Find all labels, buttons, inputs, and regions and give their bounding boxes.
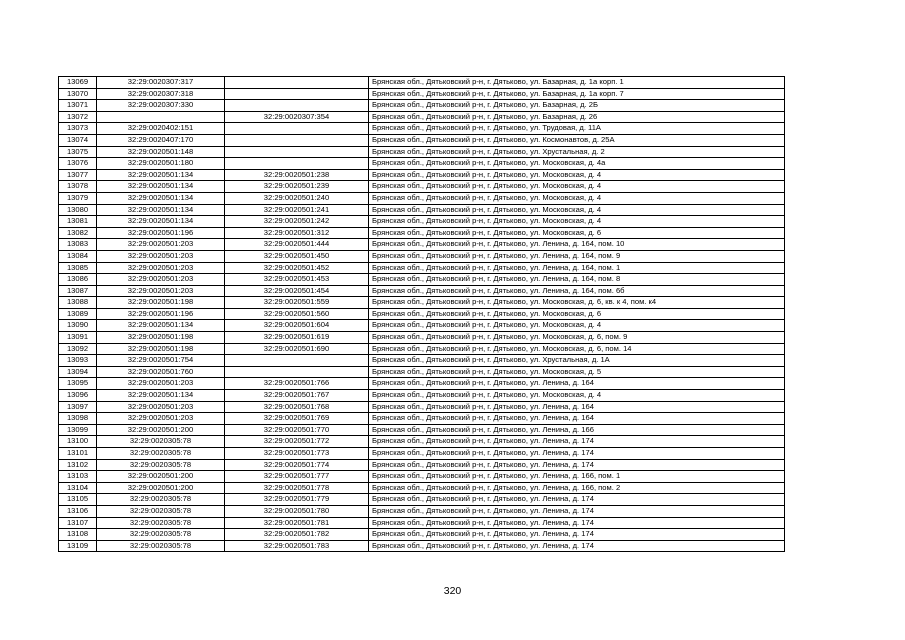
address-cell: Брянская обл., Дятьковский р-н, г. Дятьково, ул. Московская, д. 6 <box>369 227 785 239</box>
cadastral-number-cell: 32:29:0020501:754 <box>97 355 225 367</box>
table-row <box>59 227 785 239</box>
address-cell: Брянская обл., Дятьковский р-н, г. Дятьково, ул. Ленина, д. 164 <box>369 378 785 390</box>
table-row <box>59 158 785 170</box>
related-cadastral-number-cell: 32:29:0020501:766 <box>225 378 369 390</box>
row-number-cell: 13104 <box>59 482 97 494</box>
related-cadastral-number-cell: 32:29:0020501:452 <box>225 262 369 274</box>
related-cadastral-number-cell: 32:29:0020501:619 <box>225 332 369 344</box>
row-number-cell: 13073 <box>59 123 97 135</box>
address-cell: Брянская обл., Дятьковский р-н, г. Дятьково, ул. Ленина, д. 174 <box>369 459 785 471</box>
table-row <box>59 494 785 506</box>
cadastral-number-cell: 32:29:0020501:203 <box>97 262 225 274</box>
cadastral-number-cell: 32:29:0020501:148 <box>97 146 225 158</box>
cadastral-number-cell: 32:29:0020501:198 <box>97 332 225 344</box>
row-number-cell: 13083 <box>59 239 97 251</box>
row-number-cell: 13089 <box>59 308 97 320</box>
related-cadastral-number-cell: 32:29:0020501:454 <box>225 285 369 297</box>
table-row <box>59 274 785 286</box>
cadastral-number-cell: 32:29:0020407:170 <box>97 134 225 146</box>
address-cell: Брянская обл., Дятьковский р-н, г. Дятьково, ул. Ленина, д. 164 <box>369 401 785 413</box>
row-number-cell: 13088 <box>59 297 97 309</box>
registry-table-body <box>59 77 785 552</box>
row-number-cell: 13106 <box>59 505 97 517</box>
cadastral-number-cell: 32:29:0020402:151 <box>97 123 225 135</box>
address-cell: Брянская обл., Дятьковский р-н, г. Дятьково, ул. Московская, д. 6, кв. к 4, пом. к4 <box>369 297 785 309</box>
table-row <box>59 100 785 112</box>
related-cadastral-number-cell <box>225 134 369 146</box>
address-cell: Брянская обл., Дятьковский р-н, г. Дятьково, ул. Базарная, д. 1а корп. 1 <box>369 77 785 89</box>
related-cadastral-number-cell: 32:29:0020501:772 <box>225 436 369 448</box>
row-number-cell: 13097 <box>59 401 97 413</box>
related-cadastral-number-cell: 32:29:0020501:312 <box>225 227 369 239</box>
cadastral-number-cell: 32:29:0020501:200 <box>97 482 225 494</box>
row-number-cell: 13107 <box>59 517 97 529</box>
table-row <box>59 169 785 181</box>
related-cadastral-number-cell: 32:29:0020501:444 <box>225 239 369 251</box>
table-row <box>59 448 785 460</box>
row-number-cell: 13087 <box>59 285 97 297</box>
related-cadastral-number-cell: 32:29:0020501:780 <box>225 505 369 517</box>
row-number-cell: 13099 <box>59 424 97 436</box>
table-row <box>59 123 785 135</box>
cadastral-number-cell: 32:29:0020501:134 <box>97 320 225 332</box>
cadastral-number-cell: 32:29:0020501:203 <box>97 274 225 286</box>
row-number-cell: 13080 <box>59 204 97 216</box>
row-number-cell: 13079 <box>59 192 97 204</box>
cadastral-number-cell: 32:29:0020307:330 <box>97 100 225 112</box>
cadastral-number-cell: 32:29:0020501:196 <box>97 308 225 320</box>
related-cadastral-number-cell: 32:29:0020501:781 <box>225 517 369 529</box>
address-cell: Брянская обл., Дятьковский р-н, г. Дятьково, ул. Ленина, д. 164, пом. 6б <box>369 285 785 297</box>
table-row <box>59 540 785 552</box>
cadastral-number-cell: 32:29:0020501:203 <box>97 239 225 251</box>
row-number-cell: 13095 <box>59 378 97 390</box>
related-cadastral-number-cell: 32:29:0020501:783 <box>225 540 369 552</box>
address-cell: Брянская обл., Дятьковский р-н, г. Дятьково, ул. Хрустальная, д. 2 <box>369 146 785 158</box>
cadastral-number-cell: 32:29:0020501:200 <box>97 471 225 483</box>
cadastral-number-cell: 32:29:0020501:760 <box>97 366 225 378</box>
row-number-cell: 13070 <box>59 88 97 100</box>
address-cell: Брянская обл., Дятьковский р-н, г. Дятьково, ул. Ленина, д. 174 <box>369 529 785 541</box>
cadastral-number-cell: 32:29:0020305:78 <box>97 540 225 552</box>
address-cell: Брянская обл., Дятьковский р-н, г. Дятьково, ул. Ленина, д. 174 <box>369 517 785 529</box>
address-cell: Брянская обл., Дятьковский р-н, г. Дятьково, ул. Ленина, д. 174 <box>369 540 785 552</box>
table-row <box>59 459 785 471</box>
related-cadastral-number-cell: 32:29:0020501:690 <box>225 343 369 355</box>
table-row <box>59 134 785 146</box>
related-cadastral-number-cell: 32:29:0020501:774 <box>225 459 369 471</box>
address-cell: Брянская обл., Дятьковский р-н, г. Дятьково, ул. Ленина, д. 164, пом. 1 <box>369 262 785 274</box>
cadastral-number-cell: 32:29:0020501:134 <box>97 204 225 216</box>
row-number-cell: 13072 <box>59 111 97 123</box>
address-cell: Брянская обл., Дятьковский р-н, г. Дятьково, ул. Московская, д. 6, пом. 9 <box>369 332 785 344</box>
row-number-cell: 13082 <box>59 227 97 239</box>
address-cell: Брянская обл., Дятьковский р-н, г. Дятьково, ул. Московская, д. 4 <box>369 169 785 181</box>
related-cadastral-number-cell: 32:29:0020501:560 <box>225 308 369 320</box>
address-cell: Брянская обл., Дятьковский р-н, г. Дятьково, ул. Московская, д. 4 <box>369 192 785 204</box>
row-number-cell: 13108 <box>59 529 97 541</box>
table-row <box>59 192 785 204</box>
related-cadastral-number-cell <box>225 158 369 170</box>
address-cell: Брянская обл., Дятьковский р-н, г. Дятьково, ул. Московская, д. 4 <box>369 390 785 402</box>
row-number-cell: 13071 <box>59 100 97 112</box>
related-cadastral-number-cell: 32:29:0020501:769 <box>225 413 369 425</box>
address-cell: Брянская обл., Дятьковский р-н, г. Дятьково, ул. Трудовая, д. 11А <box>369 123 785 135</box>
address-cell: Брянская обл., Дятьковский р-н, г. Дятьково, ул. Базарная, д. 2Б <box>369 100 785 112</box>
cadastral-number-cell: 32:29:0020501:198 <box>97 297 225 309</box>
address-cell: Брянская обл., Дятьковский р-н, г. Дятьково, ул. Ленина, д. 174 <box>369 448 785 460</box>
row-number-cell: 13101 <box>59 448 97 460</box>
table-row <box>59 343 785 355</box>
related-cadastral-number-cell: 32:29:0020501:778 <box>225 482 369 494</box>
address-cell: Брянская обл., Дятьковский р-н, г. Дятьково, ул. Ленина, д. 164 <box>369 413 785 425</box>
row-number-cell: 13102 <box>59 459 97 471</box>
related-cadastral-number-cell: 32:29:0020501:767 <box>225 390 369 402</box>
table-row <box>59 505 785 517</box>
row-number-cell: 13093 <box>59 355 97 367</box>
row-number-cell: 13077 <box>59 169 97 181</box>
table-row <box>59 378 785 390</box>
cadastral-number-cell: 32:29:0020305:78 <box>97 459 225 471</box>
cadastral-number-cell: 32:29:0020501:203 <box>97 250 225 262</box>
table-row <box>59 262 785 274</box>
cadastral-number-cell: 32:29:0020501:203 <box>97 378 225 390</box>
related-cadastral-number-cell <box>225 88 369 100</box>
table-row <box>59 181 785 193</box>
cadastral-number-cell: 32:29:0020501:198 <box>97 343 225 355</box>
related-cadastral-number-cell: 32:29:0020501:242 <box>225 216 369 228</box>
table-row <box>59 239 785 251</box>
table-row <box>59 401 785 413</box>
related-cadastral-number-cell <box>225 77 369 89</box>
address-cell: Брянская обл., Дятьковский р-н, г. Дятьково, ул. Базарная, д. 26 <box>369 111 785 123</box>
cadastral-number-cell: 32:29:0020307:317 <box>97 77 225 89</box>
related-cadastral-number-cell <box>225 123 369 135</box>
related-cadastral-number-cell: 32:29:0020501:453 <box>225 274 369 286</box>
cadastral-number-cell: 32:29:0020305:78 <box>97 448 225 460</box>
related-cadastral-number-cell: 32:29:0020501:768 <box>225 401 369 413</box>
cadastral-number-cell: 32:29:0020501:134 <box>97 169 225 181</box>
address-cell: Брянская обл., Дятьковский р-н, г. Дятьково, ул. Ленина, д. 164, пом. 10 <box>369 239 785 251</box>
related-cadastral-number-cell <box>225 100 369 112</box>
related-cadastral-number-cell: 32:29:0020501:238 <box>225 169 369 181</box>
table-row <box>59 88 785 100</box>
related-cadastral-number-cell: 32:29:0020501:604 <box>225 320 369 332</box>
cadastral-number-cell: 32:29:0020501:203 <box>97 401 225 413</box>
page-number: 320 <box>443 585 462 597</box>
address-cell: Брянская обл., Дятьковский р-н, г. Дятьково, ул. Ленина, д. 174 <box>369 505 785 517</box>
cadastral-number-cell: 32:29:0020305:78 <box>97 529 225 541</box>
registry-table <box>58 76 785 552</box>
row-number-cell: 13109 <box>59 540 97 552</box>
related-cadastral-number-cell: 32:29:0020501:559 <box>225 297 369 309</box>
cadastral-number-cell: 32:29:0020501:134 <box>97 216 225 228</box>
related-cadastral-number-cell: 32:29:0020501:773 <box>225 448 369 460</box>
row-number-cell: 13091 <box>59 332 97 344</box>
related-cadastral-number-cell: 32:29:0020501:241 <box>225 204 369 216</box>
table-row <box>59 332 785 344</box>
address-cell: Брянская обл., Дятьковский р-н, г. Дятьково, ул. Базарная, д. 1а корп. 7 <box>369 88 785 100</box>
cadastral-number-cell: 32:29:0020305:78 <box>97 517 225 529</box>
cadastral-number-cell: 32:29:0020307:318 <box>97 88 225 100</box>
table-row <box>59 308 785 320</box>
table-row <box>59 285 785 297</box>
row-number-cell: 13078 <box>59 181 97 193</box>
table-row <box>59 297 785 309</box>
cadastral-number-cell: 32:29:0020305:78 <box>97 505 225 517</box>
row-number-cell: 13096 <box>59 390 97 402</box>
cadastral-number-cell: 32:29:0020501:200 <box>97 424 225 436</box>
table-row <box>59 436 785 448</box>
table-row <box>59 216 785 228</box>
related-cadastral-number-cell: 32:29:0020501:782 <box>225 529 369 541</box>
row-number-cell: 13084 <box>59 250 97 262</box>
address-cell: Брянская обл., Дятьковский р-н, г. Дятьково, ул. Ленина, д. 174 <box>369 436 785 448</box>
table-row <box>59 471 785 483</box>
row-number-cell: 13081 <box>59 216 97 228</box>
table-row <box>59 482 785 494</box>
row-number-cell: 13085 <box>59 262 97 274</box>
address-cell: Брянская обл., Дятьковский р-н, г. Дятьково, ул. Ленина, д. 166, пом. 1 <box>369 471 785 483</box>
related-cadastral-number-cell: 32:29:0020501:239 <box>225 181 369 193</box>
row-number-cell: 13103 <box>59 471 97 483</box>
table-row <box>59 413 785 425</box>
address-cell: Брянская обл., Дятьковский р-н, г. Дятьково, ул. Космонавтов, д. 25А <box>369 134 785 146</box>
related-cadastral-number-cell: 32:29:0020501:777 <box>225 471 369 483</box>
address-cell: Брянская обл., Дятьковский р-н, г. Дятьково, ул. Ленина, д. 164, пом. 9 <box>369 250 785 262</box>
table-row <box>59 390 785 402</box>
cadastral-number-cell: 32:29:0020501:180 <box>97 158 225 170</box>
related-cadastral-number-cell <box>225 355 369 367</box>
table-row <box>59 250 785 262</box>
related-cadastral-number-cell: 32:29:0020501:779 <box>225 494 369 506</box>
address-cell: Брянская обл., Дятьковский р-н, г. Дятьково, ул. Ленина, д. 166, пом. 2 <box>369 482 785 494</box>
address-cell: Брянская обл., Дятьковский р-н, г. Дятьково, ул. Ленина, д. 174 <box>369 494 785 506</box>
table-row <box>59 529 785 541</box>
cadastral-number-cell: 32:29:0020501:134 <box>97 192 225 204</box>
row-number-cell: 13105 <box>59 494 97 506</box>
cadastral-number-cell <box>97 111 225 123</box>
cadastral-number-cell: 32:29:0020305:78 <box>97 494 225 506</box>
address-cell: Брянская обл., Дятьковский р-н, г. Дятьково, ул. Ленина, д. 164, пом. 8 <box>369 274 785 286</box>
table-row <box>59 517 785 529</box>
related-cadastral-number-cell <box>225 146 369 158</box>
table-row <box>59 111 785 123</box>
address-cell: Брянская обл., Дятьковский р-н, г. Дятьково, ул. Московская, д. 4 <box>369 216 785 228</box>
row-number-cell: 13098 <box>59 413 97 425</box>
row-number-cell: 13094 <box>59 366 97 378</box>
table-row <box>59 77 785 89</box>
table-row <box>59 204 785 216</box>
row-number-cell: 13100 <box>59 436 97 448</box>
cadastral-number-cell: 32:29:0020501:196 <box>97 227 225 239</box>
address-cell: Брянская обл., Дятьковский р-н, г. Дятьково, ул. Московская, д. 4а <box>369 158 785 170</box>
row-number-cell: 13092 <box>59 343 97 355</box>
row-number-cell: 13075 <box>59 146 97 158</box>
row-number-cell: 13069 <box>59 77 97 89</box>
cadastral-number-cell: 32:29:0020501:134 <box>97 390 225 402</box>
table-row <box>59 366 785 378</box>
table-row <box>59 320 785 332</box>
related-cadastral-number-cell: 32:29:0020501:240 <box>225 192 369 204</box>
address-cell: Брянская обл., Дятьковский р-н, г. Дятьково, ул. Московская, д. 6, пом. 14 <box>369 343 785 355</box>
related-cadastral-number-cell: 32:29:0020501:770 <box>225 424 369 436</box>
cadastral-number-cell: 32:29:0020501:134 <box>97 181 225 193</box>
address-cell: Брянская обл., Дятьковский р-н, г. Дятьково, ул. Московская, д. 4 <box>369 181 785 193</box>
related-cadastral-number-cell <box>225 366 369 378</box>
address-cell: Брянская обл., Дятьковский р-н, г. Дятьково, ул. Московская, д. 6 <box>369 308 785 320</box>
table-row <box>59 146 785 158</box>
address-cell: Брянская обл., Дятьковский р-н, г. Дятьково, ул. Хрустальная, д. 1А <box>369 355 785 367</box>
row-number-cell: 13086 <box>59 274 97 286</box>
table-row <box>59 355 785 367</box>
address-cell: Брянская обл., Дятьковский р-н, г. Дятьково, ул. Московская, д. 4 <box>369 320 785 332</box>
address-cell: Брянская обл., Дятьковский р-н, г. Дятьково, ул. Московская, д. 4 <box>369 204 785 216</box>
row-number-cell: 13076 <box>59 158 97 170</box>
cadastral-number-cell: 32:29:0020305:78 <box>97 436 225 448</box>
row-number-cell: 13090 <box>59 320 97 332</box>
cadastral-number-cell: 32:29:0020501:203 <box>97 285 225 297</box>
table-row <box>59 424 785 436</box>
related-cadastral-number-cell: 32:29:0020501:450 <box>225 250 369 262</box>
related-cadastral-number-cell: 32:29:0020307:354 <box>225 111 369 123</box>
row-number-cell: 13074 <box>59 134 97 146</box>
address-cell: Брянская обл., Дятьковский р-н, г. Дятьково, ул. Московская, д. 5 <box>369 366 785 378</box>
cadastral-number-cell: 32:29:0020501:203 <box>97 413 225 425</box>
address-cell: Брянская обл., Дятьковский р-н, г. Дятьково, ул. Ленина, д. 166 <box>369 424 785 436</box>
